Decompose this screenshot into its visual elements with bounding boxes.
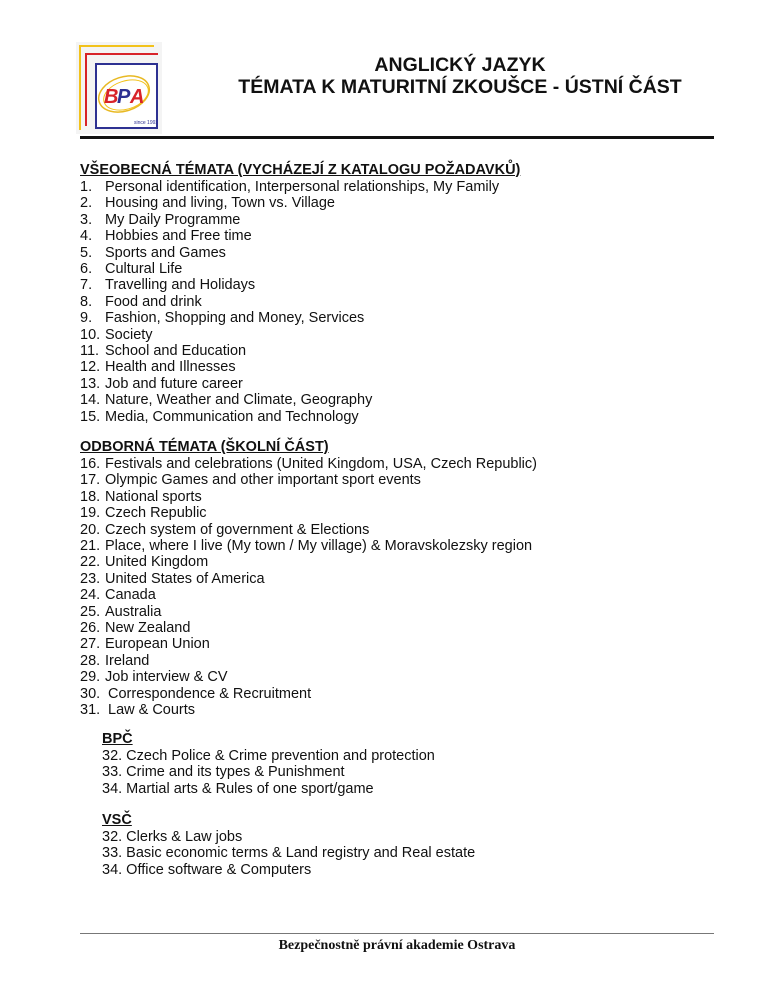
list-item: 8. Food and drink bbox=[80, 293, 202, 310]
list-item: 34. Office software & Computers bbox=[102, 861, 312, 878]
document-title: ANGLICKÝ JAZYK bbox=[374, 54, 546, 76]
list-item: 34. Martial arts & Rules of one sport/game bbox=[102, 780, 374, 797]
header-divider bbox=[80, 136, 714, 139]
list-item: 5. Sports and Games bbox=[80, 244, 226, 261]
svg-text:since 1992: since 1992 bbox=[134, 120, 159, 126]
list-item: 28. Ireland bbox=[80, 652, 150, 669]
specialized-topics-list bbox=[80, 456, 537, 719]
list-item: 18. National sports bbox=[80, 488, 202, 505]
list-item: 10. Society bbox=[80, 326, 153, 343]
list-item: 6. Cultural Life bbox=[80, 261, 183, 278]
list-item: 11. School and Education bbox=[80, 343, 247, 360]
list-item: 21. Place, where I live (My town / My village) & Moravskolezsky region bbox=[80, 538, 533, 555]
list-item: 29. Job interview & CV bbox=[80, 669, 228, 686]
bpc-section bbox=[102, 731, 435, 797]
specialized-topics-heading: ODBORNÁ TÉMATA (ŠKOLNÍ ČÁST) bbox=[80, 439, 329, 455]
list-item: 30. Correspondence & Recruitment bbox=[80, 685, 312, 702]
list-item: 19. Czech Republic bbox=[80, 505, 207, 522]
bpc-heading: BPČ bbox=[102, 731, 133, 747]
svg-text:A: A bbox=[130, 86, 145, 108]
footer-divider bbox=[80, 933, 714, 934]
list-item: 24. Canada bbox=[80, 587, 156, 604]
list-item: 25. Australia bbox=[80, 603, 162, 620]
list-item: 13. Job and future career bbox=[80, 375, 243, 392]
vsc-section bbox=[102, 812, 475, 878]
list-item: 33. Crime and its types & Punishment bbox=[102, 764, 345, 781]
svg-text:P: P bbox=[117, 86, 131, 108]
vsc-list bbox=[102, 829, 475, 878]
list-item: 7. Travelling and Holidays bbox=[80, 277, 256, 294]
list-item: 15. Media, Communication and Technology bbox=[80, 408, 359, 425]
list-item: 33. Basic economic terms & Land registry and Real estate bbox=[102, 845, 476, 862]
bpc-list bbox=[102, 748, 435, 797]
list-item: 2. Housing and living, Town vs. Village bbox=[80, 195, 335, 212]
list-item: 9. Fashion, Shopping and Money, Services bbox=[80, 310, 365, 327]
list-item: 14. Nature, Weather and Climate, Geography bbox=[80, 392, 373, 409]
general-topics-list bbox=[80, 179, 499, 425]
list-item: 26. New Zealand bbox=[80, 620, 191, 637]
list-item: 4. Hobbies and Free time bbox=[80, 228, 252, 245]
list-item: 27. European Union bbox=[80, 636, 210, 653]
list-item: 1. Personal identification, Interpersonal relationships, My Family bbox=[80, 179, 500, 195]
list-item: 12. Health and Illnesses bbox=[80, 359, 236, 376]
list-item: 20. Czech system of government & Elections bbox=[80, 521, 370, 538]
list-item: 16. Festivals and celebrations (United Kingdom, USA, Czech Republic) bbox=[80, 456, 537, 472]
svg-text:B: B bbox=[104, 86, 119, 108]
list-item: 3. My Daily Programme bbox=[80, 211, 241, 228]
bpa-logo bbox=[76, 42, 162, 134]
vsc-heading: VSČ bbox=[102, 812, 132, 828]
list-item: 22. United Kingdom bbox=[80, 554, 209, 571]
list-item: 17. Olympic Games and other important sport events bbox=[80, 472, 421, 489]
list-item: 31. Law & Courts bbox=[80, 702, 196, 719]
list-item: 23. United States of America bbox=[80, 570, 265, 587]
general-topics-heading: VŠEOBECNÁ TÉMATA (VYCHÁZEJÍ Z KATALOGU POŽADAVKŮ) bbox=[80, 162, 521, 178]
list-item: 32. Clerks & Law jobs bbox=[102, 829, 243, 845]
footer-text: Bezpečnostně právní akademie Ostrava bbox=[278, 938, 516, 953]
list-item: 32. Czech Police & Crime prevention and protection bbox=[102, 748, 435, 764]
document-subtitle: TÉMATA K MATURITNÍ ZKOUŠCE - ÚSTNÍ ČÁST bbox=[238, 76, 682, 98]
